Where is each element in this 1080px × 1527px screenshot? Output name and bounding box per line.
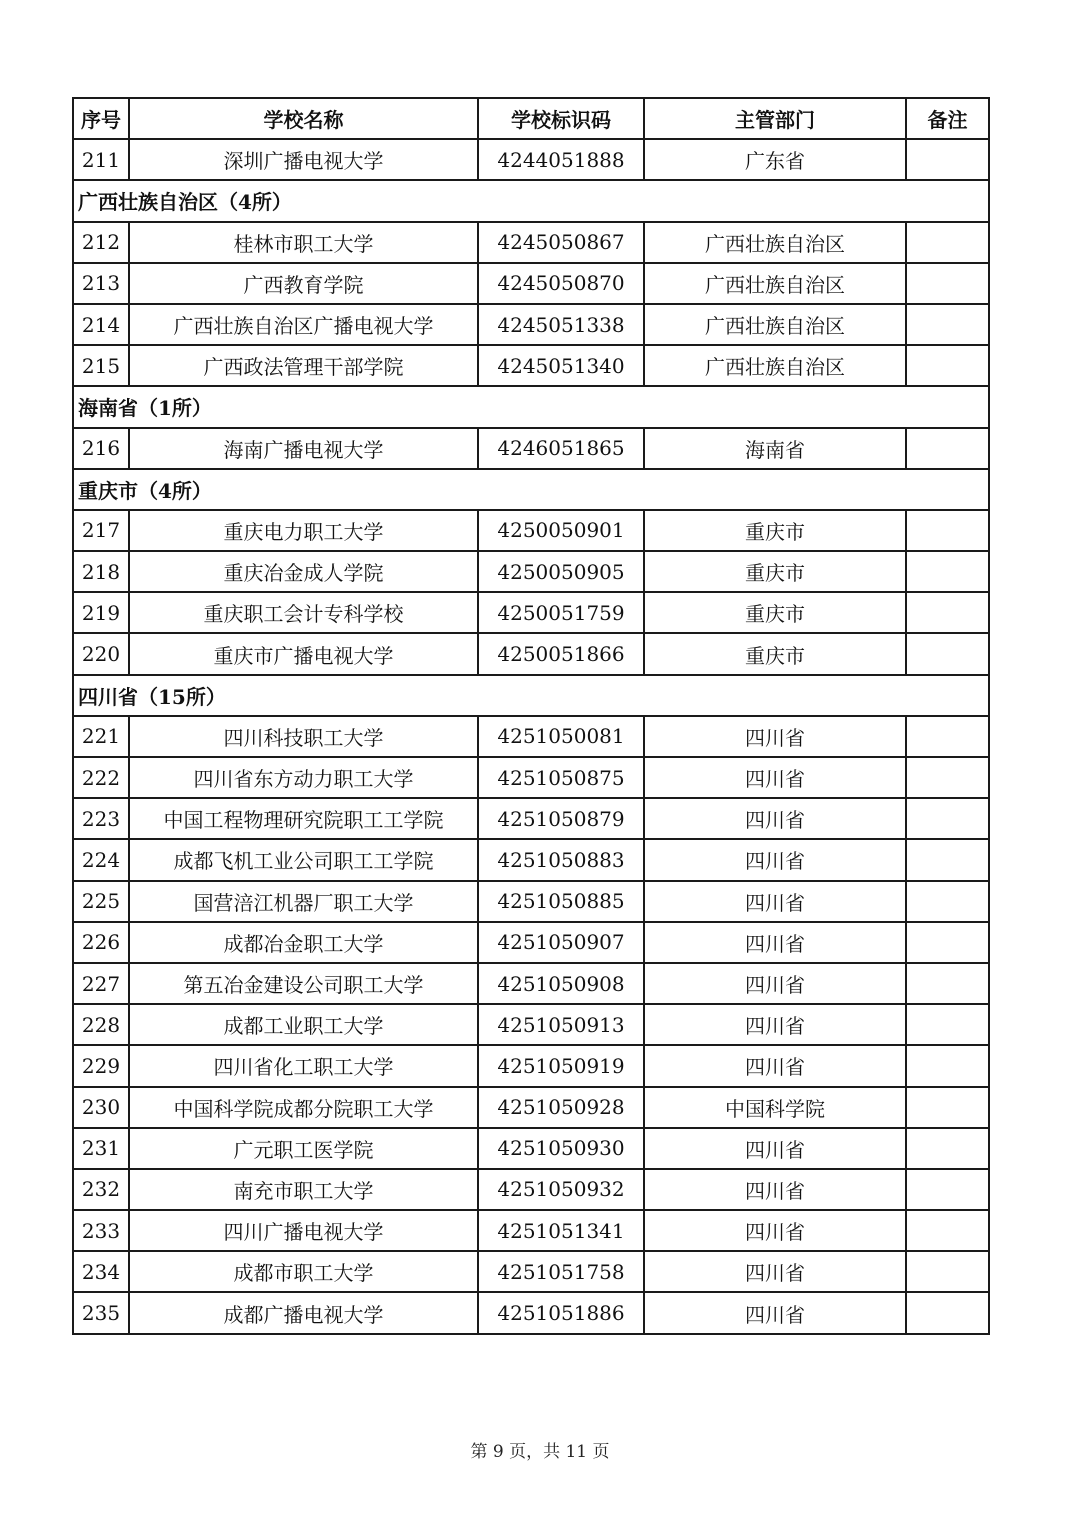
school-list-table — [72, 97, 990, 1335]
table-body — [73, 139, 989, 1333]
cell-school-code: 4251050913 — [478, 1004, 644, 1045]
cell-remarks — [906, 1004, 989, 1045]
cell-remarks — [906, 798, 989, 839]
cell-department: 四川省 — [644, 963, 906, 1004]
cell-department: 四川省 — [644, 922, 906, 963]
cell-school-name: 重庆电力职工大学 — [129, 510, 478, 551]
cell-school-name: 国营涪江机器厂职工大学 — [129, 881, 478, 922]
cell-school-name: 广元职工医学院 — [129, 1128, 478, 1169]
cell-school-name: 广西壮族自治区广播电视大学 — [129, 304, 478, 345]
cell-remarks — [906, 1210, 989, 1251]
table-row — [73, 633, 989, 674]
cell-index: 211 — [73, 139, 129, 180]
table-row — [73, 1169, 989, 1210]
cell-school-name: 重庆职工会计专科学校 — [129, 592, 478, 633]
cell-index: 223 — [73, 798, 129, 839]
cell-school-code: 4250050901 — [478, 510, 644, 551]
cell-department: 广西壮族自治区 — [644, 304, 906, 345]
cell-school-name: 广西政法管理干部学院 — [129, 345, 478, 386]
cell-remarks — [906, 304, 989, 345]
cell-department: 四川省 — [644, 1210, 906, 1251]
cell-index: 219 — [73, 592, 129, 633]
cell-index: 228 — [73, 1004, 129, 1045]
group-label: 四川省（15所） — [73, 675, 989, 716]
cell-index: 222 — [73, 757, 129, 798]
table-row — [73, 222, 989, 263]
cell-school-code: 4246051865 — [478, 428, 644, 469]
cell-department: 四川省 — [644, 1292, 906, 1333]
header-remarks: 备注 — [906, 98, 989, 139]
cell-school-name: 重庆冶金成人学院 — [129, 551, 478, 592]
cell-school-name: 成都市职工大学 — [129, 1251, 478, 1292]
cell-school-name: 第五冶金建设公司职工大学 — [129, 963, 478, 1004]
cell-index: 235 — [73, 1292, 129, 1333]
cell-school-name: 四川广播电视大学 — [129, 1210, 478, 1251]
cell-department: 中国科学院 — [644, 1087, 906, 1128]
group-header-row — [73, 180, 989, 221]
cell-school-code: 4251050932 — [478, 1169, 644, 1210]
cell-school-code: 4251050930 — [478, 1128, 644, 1169]
cell-school-code: 4251050928 — [478, 1087, 644, 1128]
cell-school-code: 4251050908 — [478, 963, 644, 1004]
table-row — [73, 551, 989, 592]
cell-index: 221 — [73, 716, 129, 757]
cell-index: 213 — [73, 263, 129, 304]
cell-school-code: 4251051886 — [478, 1292, 644, 1333]
cell-school-code: 4251050081 — [478, 716, 644, 757]
cell-school-code: 4245051338 — [478, 304, 644, 345]
table-row — [73, 716, 989, 757]
table-row — [73, 881, 989, 922]
table-row — [73, 1292, 989, 1333]
cell-index: 218 — [73, 551, 129, 592]
cell-school-code: 4245050870 — [478, 263, 644, 304]
cell-remarks — [906, 263, 989, 304]
cell-school-name: 四川省东方动力职工大学 — [129, 757, 478, 798]
cell-department: 四川省 — [644, 1169, 906, 1210]
cell-school-code: 4251051341 — [478, 1210, 644, 1251]
cell-school-code: 4244051888 — [478, 139, 644, 180]
cell-department: 广西壮族自治区 — [644, 222, 906, 263]
cell-remarks — [906, 633, 989, 674]
cell-school-code: 4251050879 — [478, 798, 644, 839]
header-school-code: 学校标识码 — [478, 98, 644, 139]
cell-index: 234 — [73, 1251, 129, 1292]
cell-school-code: 4251050919 — [478, 1045, 644, 1086]
table-row — [73, 1004, 989, 1045]
table-row — [73, 139, 989, 180]
cell-department: 重庆市 — [644, 633, 906, 674]
cell-school-code: 4251050875 — [478, 757, 644, 798]
cell-department: 四川省 — [644, 839, 906, 880]
table-row — [73, 510, 989, 551]
cell-school-name: 广西教育学院 — [129, 263, 478, 304]
cell-index: 214 — [73, 304, 129, 345]
table-row — [73, 345, 989, 386]
cell-index: 232 — [73, 1169, 129, 1210]
cell-department: 四川省 — [644, 881, 906, 922]
group-label: 海南省（1所） — [73, 386, 989, 427]
cell-school-code: 4245051340 — [478, 345, 644, 386]
table-row — [73, 839, 989, 880]
table-row — [73, 304, 989, 345]
table-row — [73, 263, 989, 304]
cell-index: 229 — [73, 1045, 129, 1086]
header-department: 主管部门 — [644, 98, 906, 139]
cell-remarks — [906, 922, 989, 963]
table-row — [73, 1251, 989, 1292]
cell-school-name: 海南广播电视大学 — [129, 428, 478, 469]
page-number-footer: 第 9 页，共 11 页 — [470, 1442, 610, 1462]
cell-school-code: 4250050905 — [478, 551, 644, 592]
cell-department: 重庆市 — [644, 551, 906, 592]
table-row — [73, 1210, 989, 1251]
cell-school-name: 成都工业职工大学 — [129, 1004, 478, 1045]
cell-department: 广西壮族自治区 — [644, 345, 906, 386]
table-row — [73, 757, 989, 798]
table-row — [73, 592, 989, 633]
cell-index: 233 — [73, 1210, 129, 1251]
cell-remarks — [906, 1251, 989, 1292]
group-header-row — [73, 675, 989, 716]
cell-index: 216 — [73, 428, 129, 469]
cell-remarks — [906, 510, 989, 551]
cell-remarks — [906, 592, 989, 633]
cell-remarks — [906, 222, 989, 263]
cell-remarks — [906, 1087, 989, 1128]
cell-department: 重庆市 — [644, 510, 906, 551]
cell-department: 四川省 — [644, 1045, 906, 1086]
cell-remarks — [906, 1045, 989, 1086]
cell-school-name: 中国科学院成都分院职工大学 — [129, 1087, 478, 1128]
group-label: 重庆市（4所） — [73, 469, 989, 510]
cell-department: 广东省 — [644, 139, 906, 180]
header-row — [73, 98, 989, 139]
cell-school-name: 重庆市广播电视大学 — [129, 633, 478, 674]
cell-index: 212 — [73, 222, 129, 263]
cell-index: 225 — [73, 881, 129, 922]
header-index: 序号 — [73, 98, 129, 139]
cell-department: 重庆市 — [644, 592, 906, 633]
cell-remarks — [906, 1169, 989, 1210]
cell-remarks — [906, 839, 989, 880]
cell-index: 215 — [73, 345, 129, 386]
cell-school-code: 4251051758 — [478, 1251, 644, 1292]
cell-school-name: 成都广播电视大学 — [129, 1292, 478, 1333]
cell-remarks — [906, 1128, 989, 1169]
table-row — [73, 1087, 989, 1128]
cell-school-name: 桂林市职工大学 — [129, 222, 478, 263]
cell-index: 217 — [73, 510, 129, 551]
table-row — [73, 798, 989, 839]
table-row — [73, 1045, 989, 1086]
cell-school-name: 南充市职工大学 — [129, 1169, 478, 1210]
group-label: 广西壮族自治区（4所） — [73, 180, 989, 221]
cell-index: 224 — [73, 839, 129, 880]
group-header-row — [73, 386, 989, 427]
cell-school-code: 4251050907 — [478, 922, 644, 963]
cell-school-name: 成都冶金职工大学 — [129, 922, 478, 963]
cell-department: 四川省 — [644, 1251, 906, 1292]
table-row — [73, 963, 989, 1004]
cell-department: 四川省 — [644, 1128, 906, 1169]
table-row — [73, 1128, 989, 1169]
cell-department: 四川省 — [644, 757, 906, 798]
table-row — [73, 922, 989, 963]
cell-school-code: 4251050883 — [478, 839, 644, 880]
cell-remarks — [906, 428, 989, 469]
cell-index: 227 — [73, 963, 129, 1004]
cell-remarks — [906, 1292, 989, 1333]
cell-index: 230 — [73, 1087, 129, 1128]
cell-school-name: 中国工程物理研究院职工工学院 — [129, 798, 478, 839]
cell-school-name: 成都飞机工业公司职工工学院 — [129, 839, 478, 880]
cell-school-code: 4250051759 — [478, 592, 644, 633]
cell-remarks — [906, 139, 989, 180]
cell-index: 226 — [73, 922, 129, 963]
cell-remarks — [906, 757, 989, 798]
cell-school-code: 4250051866 — [478, 633, 644, 674]
table-row — [73, 428, 989, 469]
cell-index: 231 — [73, 1128, 129, 1169]
cell-remarks — [906, 881, 989, 922]
cell-school-code: 4251050885 — [478, 881, 644, 922]
cell-school-name: 四川科技职工大学 — [129, 716, 478, 757]
cell-index: 220 — [73, 633, 129, 674]
cell-remarks — [906, 345, 989, 386]
cell-department: 海南省 — [644, 428, 906, 469]
cell-school-name: 四川省化工职工大学 — [129, 1045, 478, 1086]
cell-department: 四川省 — [644, 798, 906, 839]
group-header-row — [73, 469, 989, 510]
header-school-name: 学校名称 — [129, 98, 478, 139]
cell-remarks — [906, 963, 989, 1004]
cell-department: 四川省 — [644, 1004, 906, 1045]
cell-remarks — [906, 551, 989, 592]
cell-remarks — [906, 716, 989, 757]
cell-school-name: 深圳广播电视大学 — [129, 139, 478, 180]
cell-department: 四川省 — [644, 716, 906, 757]
cell-school-code: 4245050867 — [478, 222, 644, 263]
cell-department: 广西壮族自治区 — [644, 263, 906, 304]
